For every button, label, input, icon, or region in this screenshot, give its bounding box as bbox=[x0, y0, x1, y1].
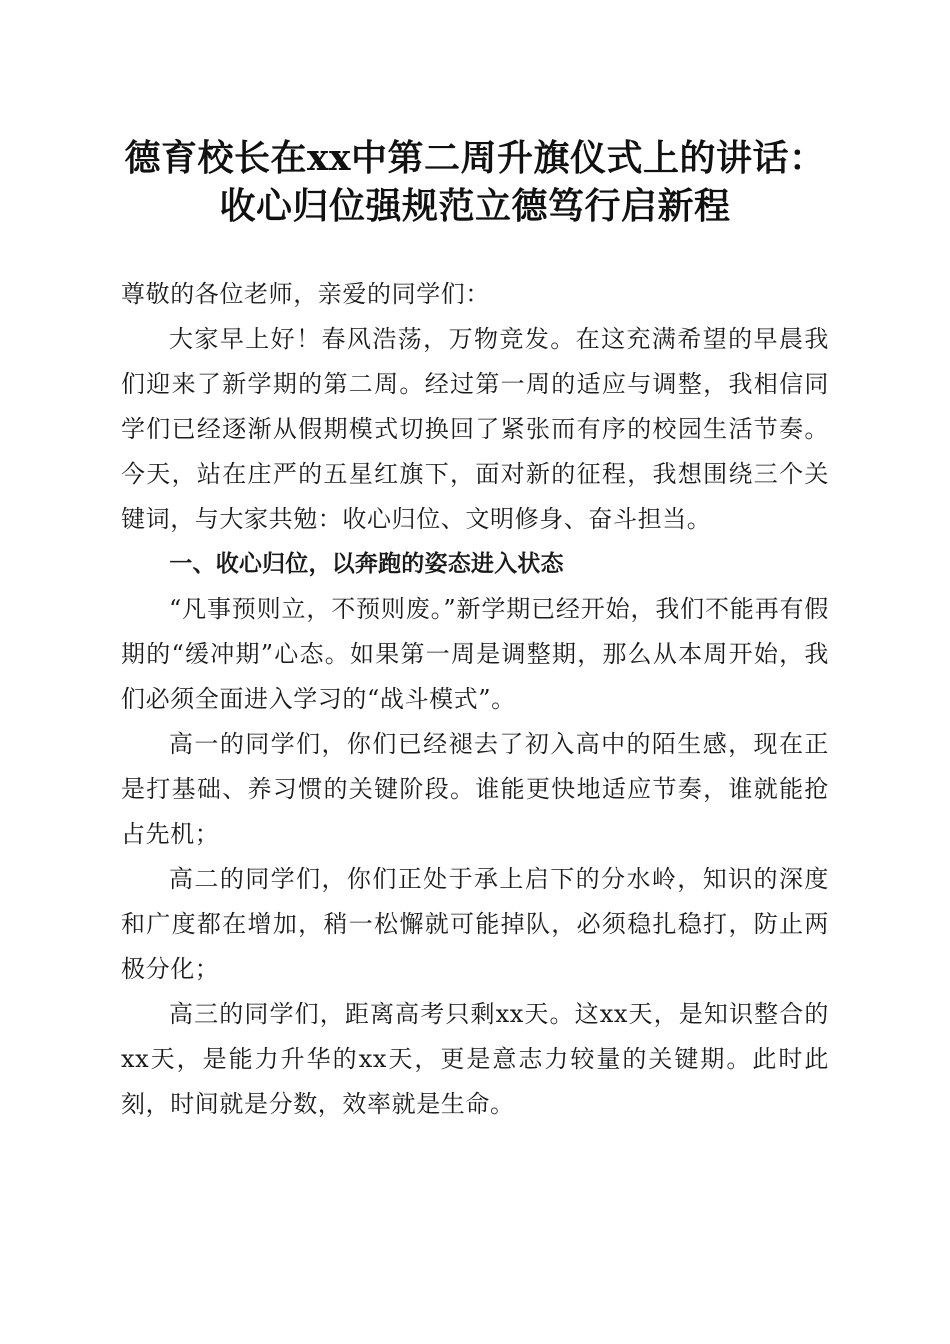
section-heading-1: 一、收心归位，以奔跑的姿态进入状态 bbox=[169, 551, 564, 577]
paragraph-quote: “凡事预则立，不预则废。”新学期已经开始，我们不能再有假期的“缓冲期”心态。如果第一周是调整期，那么从本周开始，我们必须全面进入学习的“战斗模式”。 bbox=[121, 595, 829, 713]
document-body bbox=[121, 272, 829, 1127]
paragraph-opening: 大家早上好！春风浩荡，万物竞发。在这充满希望的早晨我们迎来了新学期的第二周。经过第一周的适应与调整，我相信同学们已经逐渐从假期模式切换回了紧张而有序的校园生活节奏。今天，站在庄严的五星红旗下，面对新的征程，我想围绕三个关键词，与大家共勉：收心归位、文明修身、奋斗担当。 bbox=[121, 325, 829, 533]
document-title-line-1: 德育校长在xx中第二周升旗仪式上的讲话： bbox=[124, 137, 826, 179]
document-title-line-2: 收心归位强规范立德笃行启新程 bbox=[219, 185, 731, 227]
paragraph-grade-11: 高二的同学们，你们正处于承上启下的分水岭，知识的深度和广度都在增加，稍一松懈就可能掉队，必须稳扎稳打，防止两极分化； bbox=[121, 865, 829, 983]
salutation: 尊敬的各位老师，亲爱的同学们： bbox=[121, 280, 490, 308]
paragraph-grade-10: 高一的同学们，你们已经褪去了初入高中的陌生感，现在正是打基础、养习惯的关键阶段。谁能更快地适应节奏，谁就能抢占先机； bbox=[121, 730, 829, 848]
paragraph-grade-12: 高三的同学们，距离高考只剩xx天。这xx天，是知识整合的xx天，是能力升华的xx天，更是意志力较量的关键期。此时此刻，时间就是分数，效率就是生命。 bbox=[121, 1000, 829, 1118]
